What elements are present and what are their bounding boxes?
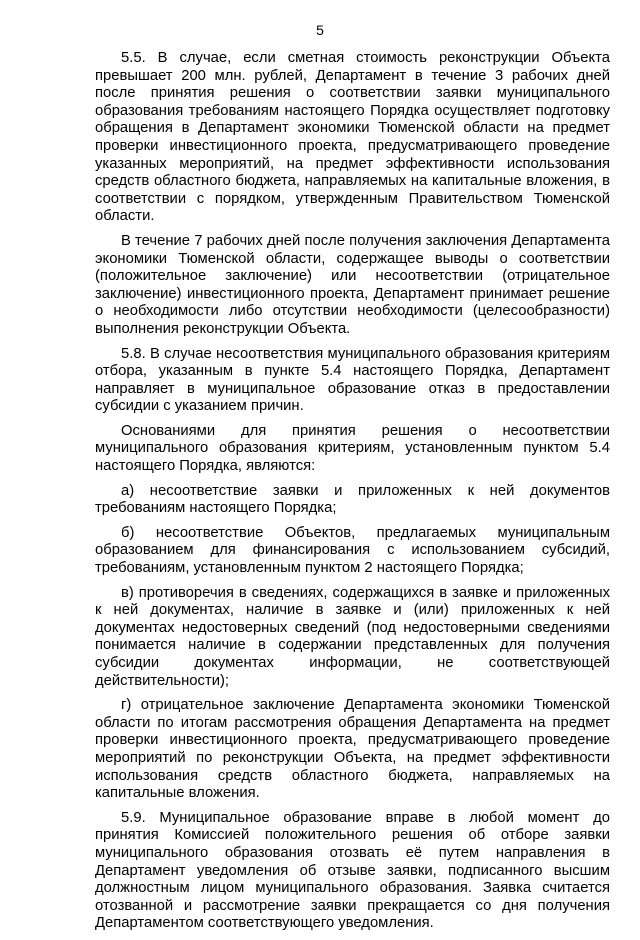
list-item-v: в) противоречия в сведениях, содержащихся в заявке и приложенных к ней документах, наличие в заявке и (или) приложенных к ней документах недостоверных сведений (под недостоверными сведениями понимается наличие в содержании представленных для получения субсидии документах информации, не соответствующей действительности); [95, 584, 610, 689]
paragraph-5-8: 5.8. В случае несоответствия муниципального образования критериям отбора, указанным в пункте 5.4 настоящего Порядка, Департамент направляет в муниципальное образование отказ в предоставлении субсидии с указанием причин. [95, 345, 610, 415]
paragraph-5-5: 5.5. В случае, если сметная стоимость реконструкции Объекта превышает 200 млн. рублей, Департамент в течение 3 рабочих дней после принятия решения о соответствии заявки муниципального образования требованиям настоящего Порядка осуществляет подготовку обращения в Департамент экономики Тюменской области на предмет проверки инвестиционного проекта, предусматривающего проведение указанных мероприятий, на предмет эффективности использования средств областного бюджета, направляемых на капитальные вложения, в соответствии с порядком, утвержденным Правительством Тюменской области. [95, 50, 610, 225]
paragraph-5-9: 5.9. Муниципальное образование вправе в любой момент до принятия Комиссией положительного решения об отборе заявки муниципального образования отозвать её путем направления в Департамент уведомления об отзыве заявки, подписанного высшим должностным лицом муниципального образования. Заявка считается отозванной и рассмотрение заявки прекращается со дня получения Департаментом соответствующего уведомления. [95, 809, 610, 932]
page-number: 5 [316, 22, 324, 38]
document-body [95, 50, 610, 940]
list-item-a: а) несоответствие заявки и приложенных к ней документов требованиям настоящего Порядка; [95, 482, 610, 517]
list-item-b: б) несоответствие Объектов, предлагаемых муниципальным образованием для финансирования с использованием субсидий, требованиям, установленным пунктом 2 настоящего Порядка; [95, 524, 610, 577]
list-item-g: г) отрицательное заключение Департамента экономики Тюменской области по итогам рассмотрения обращения Департамента на предмет проверки инвестиционного проекта, предусматривающего проведение мероприятий по реконструкции Объекта, на предмет эффективности использования средств областного бюджета, направляемых на капитальные вложения. [95, 697, 610, 802]
paragraph-grounds-intro: Основаниями для принятия решения о несоответствии муниципального образования критериям, установленным пунктом 5.4 настоящего Порядка, являются: [95, 422, 610, 475]
paragraph-review-period: В течение 7 рабочих дней после получения заключения Департамента экономики Тюменской области, содержащее выводы о соответствии (положительное заключение) или несоответствии (отрицательное заключение) инвестиционного проекта, Департамент принимает решение о необходимости либо отсутствии необходимости (целесообразности) выполнения реконструкции Объекта. [95, 232, 610, 337]
